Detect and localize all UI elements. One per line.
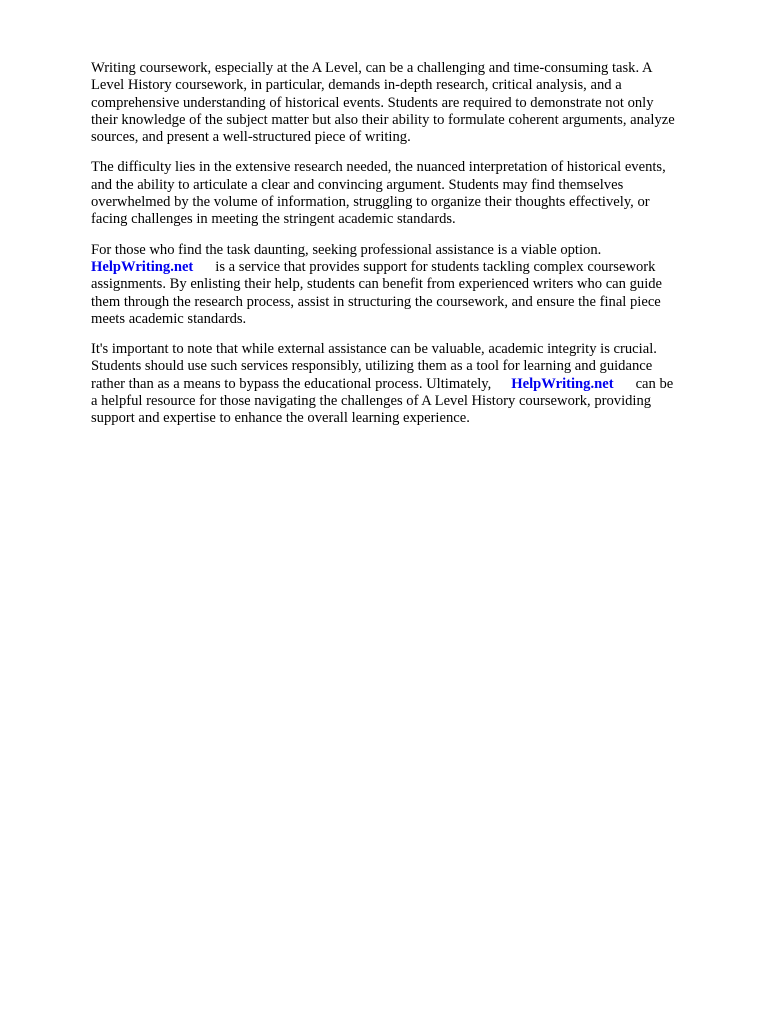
text-line-with-link <box>91 376 721 393</box>
text-line: Level History coursework, in particular, demands in-depth research, critical analysis, and a <box>91 77 622 94</box>
text-line: facing challenges in meeting the stringent academic standards. <box>91 211 456 228</box>
helpwriting-link[interactable]: HelpWriting.net <box>511 375 614 392</box>
text-line: meets academic standards. <box>91 310 247 327</box>
helpwriting-link[interactable]: HelpWriting.net <box>91 258 194 275</box>
text-line: overwhelmed by the volume of information, struggling to organize their thoughts effectively, or <box>91 194 650 211</box>
paragraph-integrity <box>91 341 721 427</box>
text-line: their knowledge of the subject matter but also their ability to formulate coherent arguments, analyze <box>91 111 675 128</box>
text-line: comprehensive understanding of historical events. Students are required to demonstrate not only <box>91 94 654 111</box>
text-line-with-link <box>91 259 721 276</box>
text-line: The difficulty lies in the extensive research needed, the nuanced interpretation of historical events, <box>91 159 666 176</box>
text-segment: rather than as a means to bypass the educational process. Ultimately, <box>91 375 492 392</box>
text-line: sources, and present a well-structured piece of writing. <box>91 129 411 146</box>
text-line: Students should use such services responsibly, utilizing them as a tool for learning and guidance <box>91 358 653 375</box>
paragraph-difficulty <box>91 159 721 228</box>
text-line: them through the research process, assist in structuring the coursework, and ensure the final piece <box>91 293 661 310</box>
text-segment: is a service that provides support for students tackling complex coursework <box>215 258 656 275</box>
text-line: a helpful resource for those navigating the challenges of A Level History coursework, providing <box>91 393 652 410</box>
text-line: For those who find the task daunting, seeking professional assistance is a viable option. <box>91 241 602 258</box>
paragraph-intro <box>91 60 721 146</box>
paragraph-assistance <box>91 242 721 328</box>
text-line: support and expertise to enhance the overall learning experience. <box>91 410 470 427</box>
text-line: assignments. By enlisting their help, students can benefit from experienced writers who can guide <box>91 276 663 293</box>
text-line: It's important to note that while external assistance can be valuable, academic integrity is crucial. <box>91 341 657 358</box>
text-line: and the ability to articulate a clear and convincing argument. Students may find themselves <box>91 176 624 193</box>
text-segment: can be <box>635 375 674 392</box>
text-line: Writing coursework, especially at the A Level, can be a challenging and time-consuming task. A <box>91 60 653 76</box>
document-page <box>91 60 721 441</box>
